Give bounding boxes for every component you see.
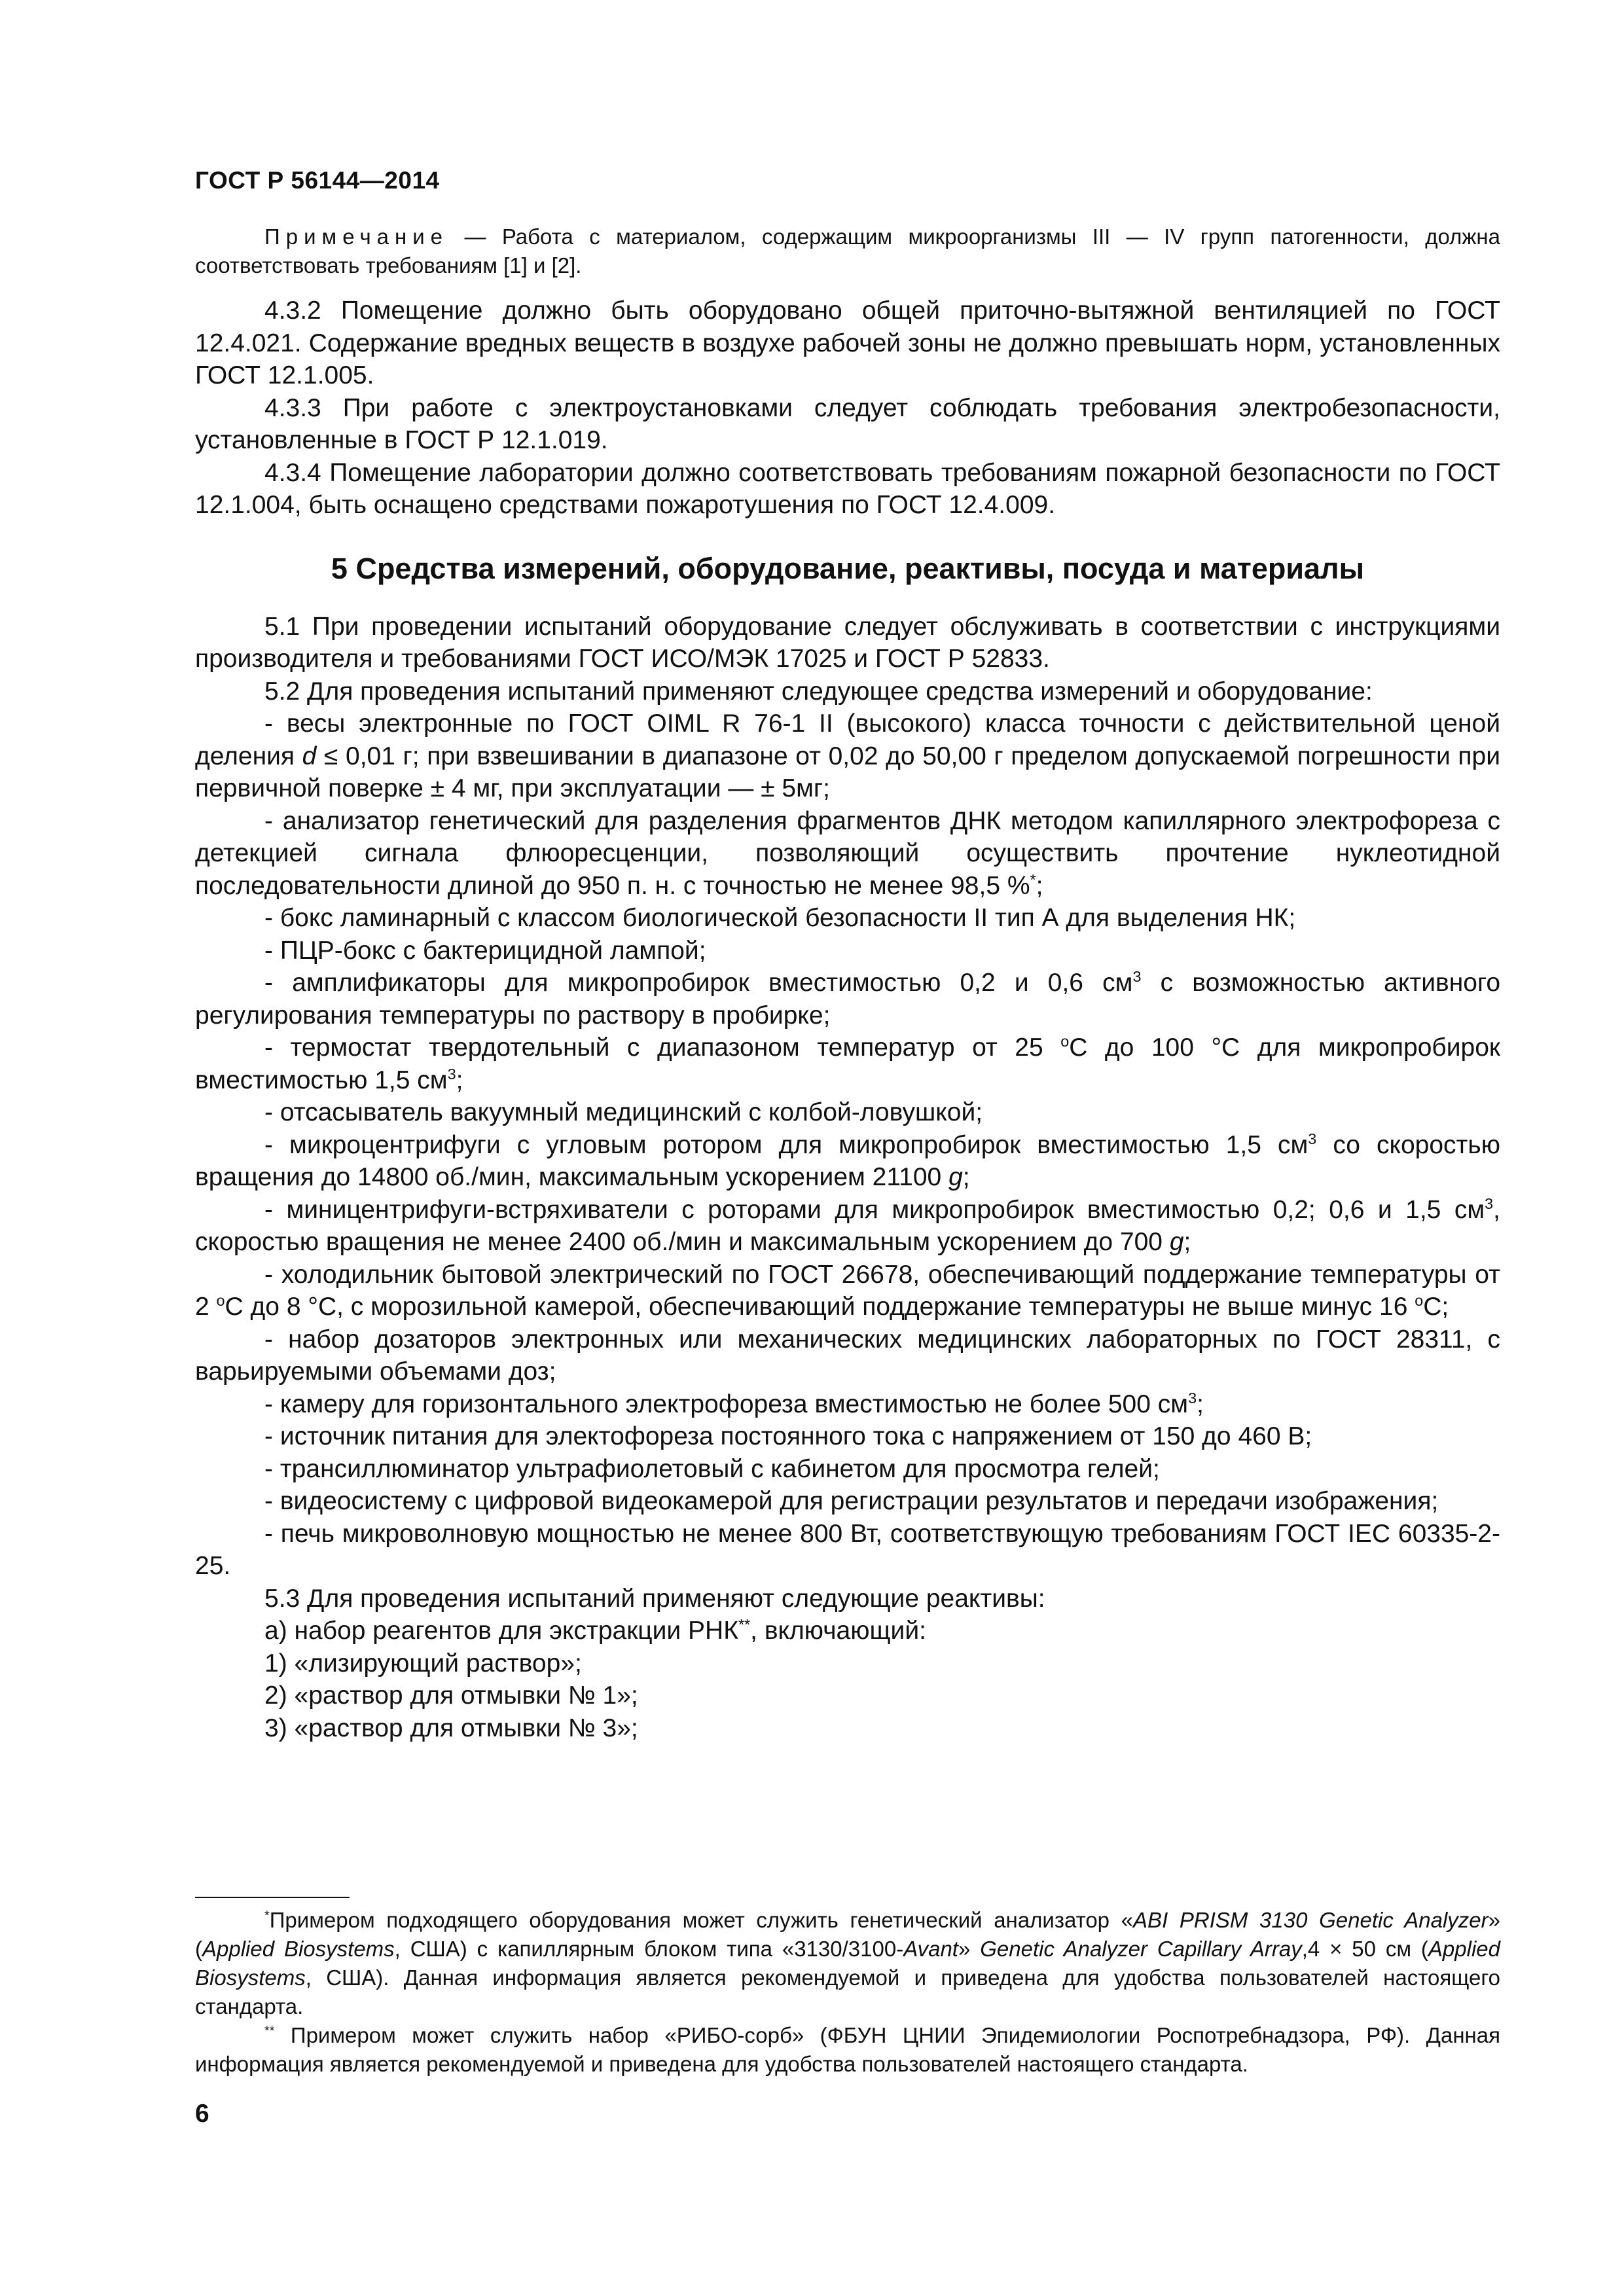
list-item-scales: - весы электронные по ГОСТ OIML R 76-1 II (высокого) класса точности с действительной ценой деления d ≤ 0,01 г; при взвешивании в диапазоне от 0,02 до 50,00 г пределом допускаемой погрешности при первичной поверке ± 4 мг, при эксплуатации — ± 5мг; bbox=[195, 709, 1501, 802]
list-item-video: - видеосистему с цифровой видеокамерой для регистрации результатов и передачи изображения; bbox=[264, 1487, 1439, 1515]
list-item-aspirator: - отсасыватель вакуумный медицинский с колбой-ловушкой; bbox=[264, 1098, 983, 1126]
reagent-item-a: а) набор реагентов для экстракции РНК**, включающий: bbox=[264, 1616, 926, 1645]
list-item-power: - источник питания для электофореза постоянного тока с напряжением от 150 до 460 В; bbox=[264, 1422, 1312, 1450]
list-item-uv: - трансиллюминатор ультрафиолетовый с кабинетом для просмотра гелей; bbox=[264, 1454, 1160, 1483]
paragraph-4-3-4: 4.3.4 Помещение лаборатории должно соответствовать требованиям пожарной безопасности по ГОСТ 12.1.004, быть оснащено средствами пожаротушения по ГОСТ 12.4.009. bbox=[195, 458, 1500, 519]
reagent-item-2: 2) «раствор для отмывки № 1»; bbox=[264, 1681, 638, 1710]
document-header: ГОСТ Р 56144—2014 bbox=[195, 167, 440, 194]
list-item-minicentrifuge: - миницентрифуги-встряхиватели с роторами для микропробирок вместимостью 0,2; 0,6 и 1,5 $см^3$, скоростью вращения не менее 2400 об./мин и максимальным ускорением до 700 g; bbox=[195, 1194, 1500, 1256]
list-item-dosers: - набор дозаторов электронных или механических медицинских лабораторных по ГОСТ 28311, с варьируемыми объемами доз; bbox=[195, 1325, 1500, 1386]
document-body bbox=[195, 223, 1500, 1744]
list-item-box: - бокс ламинарный с классом биологической безопасности II тип А для выделения НК; bbox=[264, 904, 1296, 932]
list-item-thermostat: - термостат твердотельный с диапазоном температур от 25 $^о$С до 100 °С для микропробирок вместимостью 1,5 $см^3$; bbox=[195, 1033, 1500, 1094]
reagent-item-1: 1) «лизирующий раствор»; bbox=[264, 1649, 582, 1677]
paragraph-5-1: 5.1 При проведении испытаний оборудование следует обслуживать в соответствии с инструкциями производителя и требованиями ГОСТ ИСО/МЭК 17025 и ГОСТ Р 52833. bbox=[195, 612, 1500, 673]
list-item-amplifiers: - амплификаторы для микропробирок вместимостью 0,2 и 0,6 $см^3$ с возможностью активного регулирования температуры по раствору в пробирке; bbox=[195, 968, 1501, 1030]
paragraph-5-3: 5.3 Для проведения испытаний применяют следующие реактивы: bbox=[264, 1584, 1045, 1613]
list-item-analyzer: - анализатор генетический для разделения фрагментов ДНК методом капиллярного электрофореза с детекцией сигнала флюоресценции, позволяющий осуществить прочтение нуклеотидной последовательности длиной до 950 п. н. с точностью не менее 98,5 %*; bbox=[195, 806, 1500, 900]
paragraph-4-3-3: 4.3.3 При работе с электроустановками следует соблюдать требования электробезопасности, установленные в ГОСТ Р 12.1.019. bbox=[195, 393, 1500, 454]
note-text: — Работа с материалом, содержащим микроорганизмы III — IV групп патогенности, должна соответствовать требованиям [1] и [2]. bbox=[195, 224, 1500, 278]
paragraph-4-3-2: 4.3.2 Помещение должно быть оборудовано общей приточно-вытяжной вентиляцией по ГОСТ 12.4.021. Содержание вредных веществ в воздухе рабочей зоны не должно превышать норм, установленных ГОСТ 12.1.005. bbox=[195, 296, 1500, 389]
list-item-fridge: - холодильник бытовой электрический по ГОСТ 26678, обеспечивающий поддержание температуры от 2 $^о$С до 8 °С, с морозильной камерой, обеспечивающий поддержание температуры не выше минус 16 $^о$С; bbox=[195, 1260, 1500, 1321]
list-item-chamber: - камеру для горизонтального электрофореза вместимостью не более 500 $см^3$; bbox=[264, 1389, 1204, 1418]
footnote-1: *Примером подходящего оборудования может служить генетический анализатор «ABI PRISM 3130 Genetic Analyzer» (Applied Biosystems, США) с капиллярным блоком типа «3130/3100-Avant» Genetic Analyzer Capillary Array,4 × 50 см (Applied Biosystems, США). Данная информация является рекомендуемой и приведена для удобства пользователей настоящего стандарта. bbox=[195, 1908, 1501, 2018]
reagent-item-3: 3) «раствор для отмывки № 3»; bbox=[264, 1713, 638, 1742]
page-number: 6 bbox=[195, 2100, 209, 2128]
list-item-oven: - печь микроволновую мощностью не менее 800 Вт, соответствующую требованиям ГОСТ IEC 60335-2-25. bbox=[195, 1519, 1500, 1580]
list-item-pcr-box: - ПЦР-бокс с бактерицидной лампой; bbox=[264, 936, 706, 965]
footnote-ref-1: * bbox=[1030, 870, 1036, 888]
section-heading: 5 Средства измерений, оборудование, реактивы, посуда и материалы bbox=[331, 551, 1365, 585]
note-paragraph bbox=[195, 223, 1500, 280]
note-label: Примечание bbox=[264, 224, 449, 249]
footnote-divider bbox=[195, 1897, 350, 1898]
paragraph-5-2: 5.2 Для проведения испытаний применяют следующее средства измерений и оборудование: bbox=[264, 677, 1373, 706]
list-item-microcentrifuge: - микроцентрифуги с угловым ротором для микропробирок вместимостью 1,5 $см^3$ со скоростью вращения до 14800 об./мин, максимальным ускорением 21100 g; bbox=[195, 1130, 1500, 1191]
footnotes bbox=[195, 1897, 1500, 2079]
footnote-ref-2: ** bbox=[738, 1616, 751, 1633]
footnote-2: ** Примером может служить набор «РИБО-сорб» (ФБУН ЦНИИ Эпидемиологии Роспотребнадзора, РФ). Данная информация является рекомендуемой и приведена для удобства пользователей настоящего стандарта. bbox=[195, 2023, 1500, 2076]
